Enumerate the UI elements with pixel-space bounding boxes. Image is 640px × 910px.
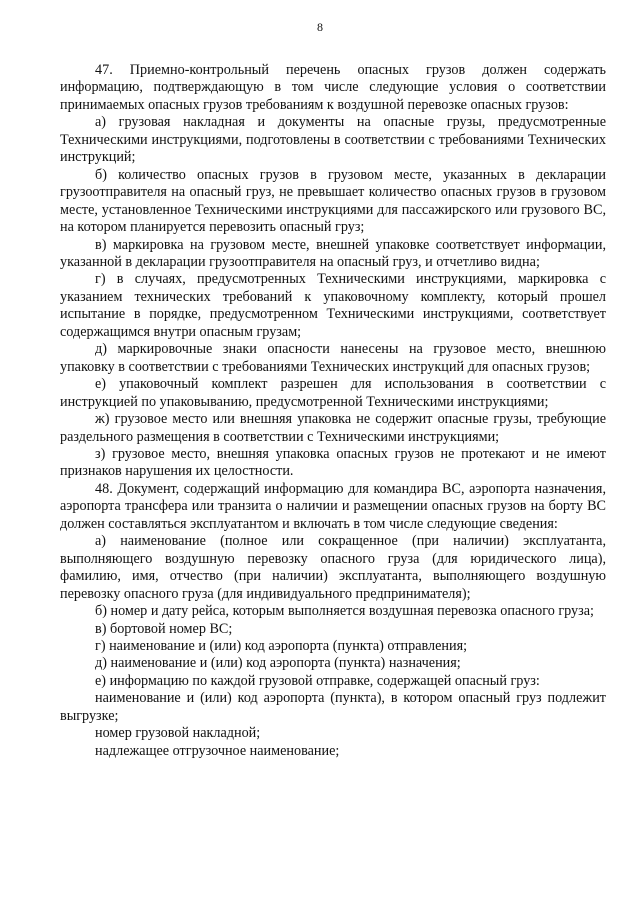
paragraph-47-v: в) маркировка на грузовом месте, внешней упаковке соответствует информации, указанной в декларации грузоотправителя на опасный груз, и отчетливо видна;	[60, 236, 606, 270]
paragraph-48-v: в) бортовой номер ВС;	[95, 620, 233, 637]
page-number: 8	[317, 20, 323, 34]
paragraph-48-e-item-1: наименование и (или) код аэропорта (пункта), в котором опасный груз подлежит выгрузке;	[60, 690, 606, 724]
paragraph-47-zh: ж) грузовое место или внешняя упаковка не содержит опасные грузы, требующие раздельного размещения в соответствии с Техническими инструкциями;	[60, 411, 606, 445]
paragraph-48-b: б) номер и дату рейса, которым выполняется воздушная перевозка опасного груза;	[95, 603, 594, 620]
paragraph-48: 48. Документ, содержащий информацию для командира ВС, аэропорта назначения, аэропорта трансфера или транзита о наличии и размещении опасных грузов на борту ВС должен составляться эксплуатантом и включать в том числе следующие сведения:	[60, 480, 606, 532]
paragraph-48-e-item-3: надлежащее отгрузочное наименование;	[95, 742, 340, 759]
paragraph-48-a: а) наименование (полное или сокращенное (при наличии) эксплуатанта, выполняющего воздушную перевозку опасного груза (для юридического лица), фамилию, имя, отчество (при наличии) эксплуатанта, выполняющего воздушную перевозку опасного груза (для индивидуального предпринимателя);	[60, 533, 606, 602]
paragraph-48-d: д) наименование и (или) код аэропорта (пункта) назначения;	[95, 655, 461, 672]
paragraph-48-e-item-2: номер грузовой накладной;	[95, 725, 261, 742]
paragraph-48-g: г) наименование и (или) код аэропорта (пункта) отправления;	[95, 637, 468, 654]
paragraph-47-z: з) грузовое место, внешняя упаковка опасных грузов не протекают и не имеют признаков нарушения их целостности.	[60, 445, 606, 480]
paragraph-47-a: а) грузовая накладная и документы на опасные грузы, предусмотренные Техническими инструкциями, подготовлены в соответствии с требованиями Технических инструкций;	[60, 114, 606, 166]
paragraph-47-d: д) маркировочные знаки опасности нанесены на грузовое место, внешнюю упаковку в соответствии с требованиями Технических инструкций для опасных грузов;	[60, 341, 606, 375]
paragraph-48-e: е) информацию по каждой грузовой отправке, содержащей опасный груз:	[95, 672, 540, 689]
paragraph-47: 47. Приемно-контрольный перечень опасных грузов должен содержать информацию, подтверждающую в том числе следующие условия о соответствии принимаемых опасных грузов требованиям к воздушной перевозке опасных грузов:	[60, 62, 606, 113]
paragraph-47-e: е) упаковочный комплект разрешен для использования в соответствии с инструкцией по упаковыванию, предусмотренной Техническими инструкциями;	[60, 376, 606, 410]
paragraph-47-b: б) количество опасных грузов в грузовом месте, указанных в декларации грузоотправителя на опасный груз, не превышает количество опасных грузов в грузовом месте, установленное Техническими инструкциями для пассажирского или грузового ВС, на котором планируется перевозить опасный груз;	[60, 166, 606, 236]
paragraph-47-g: г) в случаях, предусмотренных Техническими инструкциями, маркировка с указанием технических требований к упаковочному комплекту, который прошел испытание в порядке, предусмотренном Техническими инструкциями, соответствует содержащимся внутри опасным грузам;	[60, 271, 606, 340]
document-body	[60, 62, 606, 760]
